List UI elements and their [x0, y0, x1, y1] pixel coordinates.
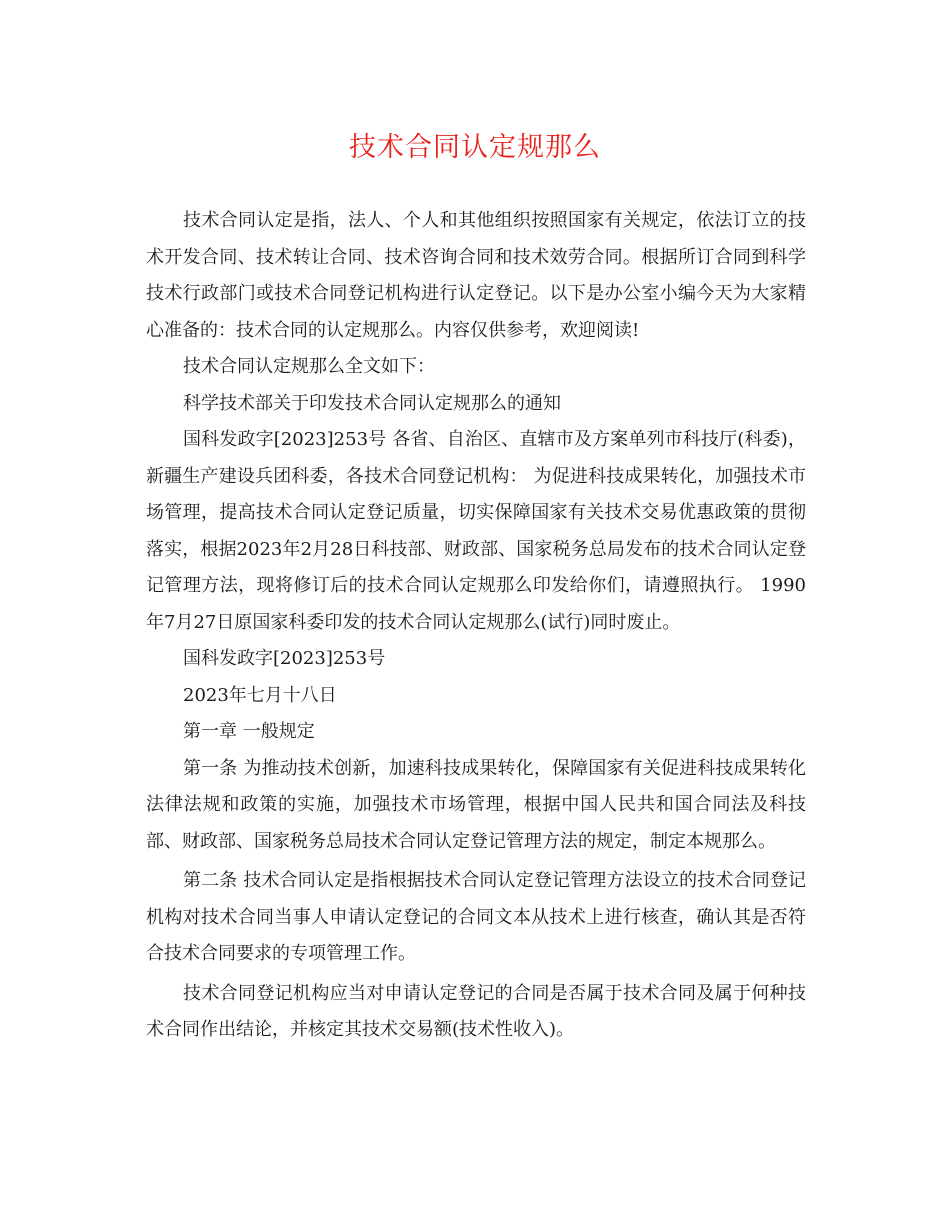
paragraph-notice-body: 国科发政字[2023]253号 各省、自治区、直辖市及方案单列市科技厅(科委)，新疆生产建设兵团科委，各技术合同登记机构： 为促进科技成果转化，加强技术市场管理，提高技术合同认定登记质量，切实保障国家有关技术交易优惠政策的贯彻落实，根据2023年2月28日科技部、财政部、国家税务总局发布的技术合同认定登记管理方法，现将修订后的技术合同认定规那么印发给你们，请遵照执行。 1990年7月27日原国家科委印发的技术合同认定规那么(试行)同时废止。 [146, 429, 806, 633]
paragraph-fulltext-heading: 技术合同认定规那么全文如下： [183, 356, 435, 377]
paragraph-chapter-one: 第一章 一般规定 [183, 721, 315, 742]
document-body [146, 203, 806, 1049]
paragraph-article-two: 第二条 技术合同认定是指根据技术合同认定登记管理方法设立的技术合同登记机构对技术合同当事人申请认定登记的合同文本从技术上进行核查，确认其是否符合技术合同要求的专项管理工作。 [146, 870, 806, 964]
document-title: 技术合同认定规那么 [349, 132, 601, 163]
paragraph-article-one: 第一条 为推动技术创新，加速科技成果转化，保障国家有关促进科技成果转化法律法规和政策的实施，加强技术市场管理，根据中国人民共和国合同法及科技部、财政部、国家税务总局技术合同认定登记管理方法的规定，制定本规那么。 [146, 757, 806, 852]
paragraph-document-number: 国科发政字[2023]253号 [183, 648, 386, 669]
paragraph-intro: 技术合同认定是指，法人、个人和其他组织按照国家有关规定，依法订立的技术开发合同、技术转让合同、技术咨询合同和技术效劳合同。根据所订合同到科学技术行政部门或技术合同登记机构进行认定登记。以下是办公室小编今天为大家精心准备的：技术合同的认定规那么。内容仅供参考，欢迎阅读! [146, 210, 806, 341]
paragraph-registration: 技术合同登记机构应当对申请认定登记的合同是否属于技术合同及属于何种技术合同作出结论，并核定其技术交易额(技术性收入)。 [146, 982, 806, 1040]
paragraph-date: 2023年七月十八日 [183, 684, 337, 706]
paragraph-notice-title: 科学技术部关于印发技术合同认定规那么的通知 [183, 392, 561, 414]
